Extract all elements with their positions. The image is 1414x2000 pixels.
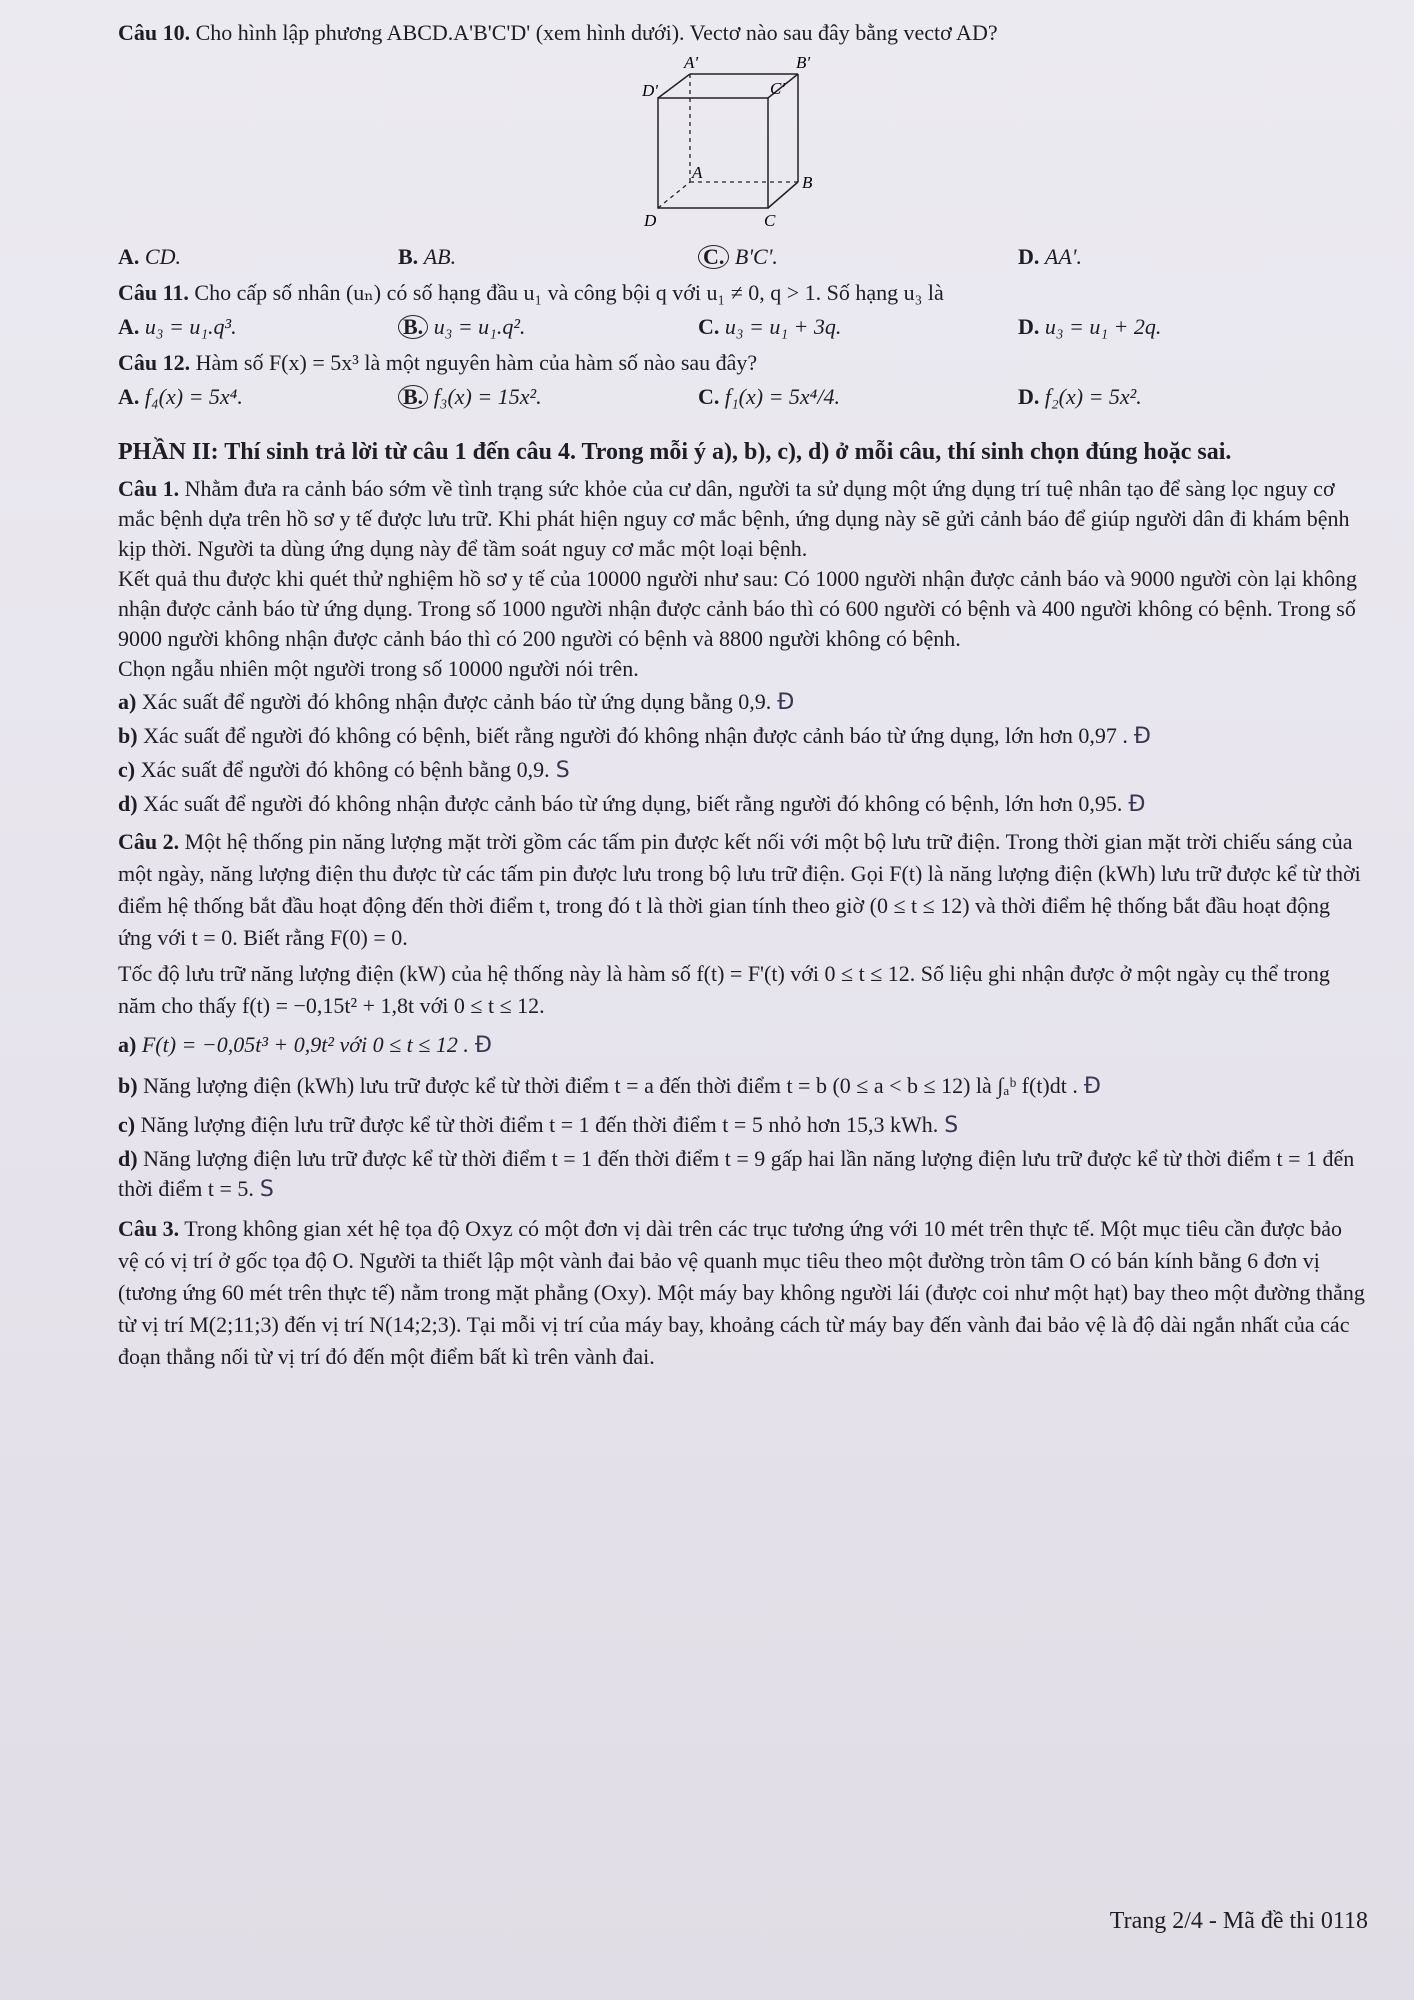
- question-11: [118, 278, 1368, 308]
- q11-choice-b-text: u₃ = u₁.q².: [433, 314, 526, 339]
- label-b: B: [802, 173, 813, 192]
- q11-choice-a: [118, 314, 237, 340]
- question-11-title: Câu 11.: [118, 280, 189, 305]
- q12-choice-d-letter: D.: [1018, 384, 1040, 409]
- q10-choice-a-letter: A.: [118, 244, 140, 269]
- label-b-prime: B': [796, 54, 811, 72]
- edge-d1-a1: [658, 74, 690, 98]
- q12-choice-d-text: f₂(x) = 5x².: [1044, 384, 1142, 409]
- q12-choice-a-letter: A.: [118, 384, 140, 409]
- q2-item-d-label: d): [118, 1146, 138, 1171]
- q2-item-c-label: c): [118, 1112, 136, 1137]
- q10-choice-a-text: CD.: [144, 244, 181, 269]
- question-12-text: Hàm số F(x) = 5x³ là một nguyên hàm của hàm số nào sau đây?: [195, 350, 758, 375]
- q10-choice-c-text: B'C'.: [734, 244, 778, 269]
- q10-choice-b: [398, 244, 456, 270]
- page-content: [118, 18, 1368, 1373]
- question-10: [118, 18, 1368, 48]
- q1-item-b-mark: Đ: [1133, 724, 1151, 749]
- q2-item-a-text: F(t) = −0,05t³ + 0,9t² với 0 ≤ t ≤ 12 .: [141, 1032, 469, 1057]
- q2-item-d-mark: S: [259, 1177, 274, 1202]
- edge-c-b: [768, 182, 798, 208]
- part2-question-2-intro: [118, 826, 1368, 954]
- q1-item-c-text: Xác suất để người đó không có bệnh bằng 0,9.: [140, 757, 550, 782]
- q12-choice-a: [118, 384, 243, 410]
- page-footer: Trang 2/4 - Mã đề thi 0118: [1109, 1908, 1368, 1934]
- q11-choice-b: [398, 314, 525, 340]
- label-a: A: [692, 163, 703, 182]
- q2-item-c: [118, 1110, 1368, 1141]
- q11-choice-a-text: u₃ = u₁.q³.: [144, 314, 237, 339]
- q10-choice-d: [1018, 244, 1082, 270]
- part2-question-2-title: Câu 2.: [118, 829, 180, 854]
- q1-item-a-label: a): [118, 689, 137, 714]
- q2-item-b-text: Năng lượng điện (kWh) lưu trữ được kể từ thời điểm t = a đến thời điểm t = b (0 ≤ a < b ≤ 12) là ∫ₐᵇ f(t)dt .: [143, 1073, 1078, 1098]
- q1-item-d: [118, 789, 1368, 820]
- q10-choice-d-text: AA'.: [1044, 244, 1082, 269]
- q10-choice-c-letter: C.: [698, 245, 729, 269]
- q11-choice-c: [698, 314, 841, 340]
- q10-choice-b-letter: B.: [398, 244, 419, 269]
- part-2-heading: PHẦN II: Thí sinh trả lời từ câu 1 đến câu 4. Trong mỗi ý a), b), c), d) ở mỗi câu, thí sinh chọn đúng hoặc sai.: [118, 439, 1232, 465]
- q1-item-b: [118, 721, 1368, 752]
- question-11-choices: [118, 314, 1368, 348]
- q11-choice-c-letter: C.: [698, 314, 720, 339]
- label-d-prime: D': [642, 81, 658, 100]
- question-12-title: Câu 12.: [118, 350, 191, 375]
- q2-item-a: [118, 1030, 1368, 1061]
- q11-choice-a-letter: A.: [118, 314, 140, 339]
- q1-item-a-mark: Đ: [777, 690, 795, 715]
- q2-item-c-text: Năng lượng điện lưu trữ được kể từ thời điểm t = 1 đến thời điểm t = 5 nhỏ hơn 15,3 kWh.: [140, 1112, 939, 1137]
- part2-question-1-intro: [118, 474, 1368, 564]
- part2-question-2-text: Một hệ thống pin năng lượng mặt trời gồm các tấm pin được kết nối với một bộ lưu trữ điện. Trong thời gian mặt trời chiếu sáng của một ngày, năng lượng điện thu được từ các tấm pin được lưu trong bộ lưu trữ điện. Gọi F(t) là năng lượng điện (kWh) lưu trữ được kể từ thời điểm hệ thống bắt đầu hoạt động đến thời điểm t, trong đó t là thời gian tính theo giờ (0 ≤ t ≤ 12) và thời điểm hệ thống bắt đầu hoạt động ứng với t = 0. Biết rằng F(0) = 0.: [118, 829, 1361, 950]
- q2-item-d: [118, 1144, 1368, 1205]
- q12-choice-b-text: f₃(x) = 15x².: [433, 384, 542, 409]
- q1-item-c-label: c): [118, 757, 136, 782]
- part2-question-3-title: Câu 3.: [118, 1216, 180, 1241]
- q2-item-a-mark: Đ: [474, 1033, 492, 1058]
- q1-item-c-mark: S: [555, 758, 570, 783]
- q1-item-a: [118, 687, 1368, 718]
- q1-item-d-mark: Đ: [1128, 792, 1146, 817]
- label-a-prime: A': [684, 54, 699, 72]
- q12-choice-d: [1018, 384, 1142, 410]
- q1-item-b-text: Xác suất để người đó không có bệnh, biết rằng người đó không nhận được cảnh báo từ ứng dụng, lớn hơn 0,97 .: [143, 723, 1128, 748]
- part2-question-3: [118, 1213, 1368, 1373]
- q11-choice-d-letter: D.: [1018, 314, 1040, 339]
- question-10-title: Câu 10.: [118, 20, 191, 45]
- q1-item-c: [118, 755, 1368, 786]
- question-12: [118, 348, 1368, 378]
- part2-question-1-data: Kết quả thu được khi quét thử nghiệm hồ sơ y tế của 10000 người như sau: Có 1000 người nhận được cảnh báo và 9000 người còn lại không nhận được cảnh báo từ ứng dụng. Trong số 1000 người nhận được cảnh báo thì có 600 người có bệnh và 400 người không có bệnh. Trong số 9000 người không nhận được cảnh báo thì có 200 người có bệnh và 8800 người không có bệnh.: [118, 566, 1358, 651]
- question-10-choices: [118, 244, 1368, 278]
- q10-choice-d-letter: D.: [1018, 244, 1040, 269]
- q12-choice-c-letter: C.: [698, 384, 720, 409]
- q2-item-d-text: Năng lượng điện lưu trữ được kể từ thời điểm t = 1 đến thời điểm t = 9 gấp hai lần năng lượng điện lưu trữ được kể từ thời điểm t = 1 đến thời điểm t = 5.: [118, 1146, 1355, 1201]
- q12-choice-b-letter: B.: [398, 385, 428, 409]
- q10-choice-b-text: AB.: [423, 244, 457, 269]
- q12-choice-c: [698, 384, 840, 410]
- q11-choice-c-text: u₃ = u₁ + 3q.: [724, 314, 842, 339]
- q10-choice-c: [698, 244, 778, 270]
- q1-item-a-text: Xác suất để người đó không nhận được cảnh báo từ ứng dụng bằng 0,9.: [141, 689, 772, 714]
- cube-figure: [638, 54, 838, 244]
- q12-choice-c-text: f₁(x) = 5x⁴/4.: [724, 384, 840, 409]
- q1-item-d-label: d): [118, 791, 138, 816]
- question-10-text: Cho hình lập phương ABCD.A'B'C'D' (xem hình dưới). Vectơ nào sau đây bằng vectơ AD?: [195, 20, 998, 45]
- q1-item-b-label: b): [118, 723, 138, 748]
- front-face: [658, 98, 768, 208]
- q12-choice-a-text: f₄(x) = 5x⁴.: [144, 384, 243, 409]
- q12-choice-b: [398, 384, 542, 410]
- q2-item-c-mark: S: [944, 1113, 959, 1138]
- part2-question-1-prompt: Chọn ngẫu nhiên một người trong số 10000 người nói trên.: [118, 656, 639, 681]
- question-11-text: Cho cấp số nhân (uₙ) có số hạng đầu u₁ và công bội q với u₁ ≠ 0, q > 1. Số hạng u₃ là: [194, 280, 944, 305]
- question-12-choices: [118, 384, 1368, 424]
- label-d: D: [644, 211, 657, 230]
- q10-choice-a: [118, 244, 181, 270]
- q11-choice-b-letter: B.: [398, 315, 428, 339]
- part2-question-3-text: Trong không gian xét hệ tọa độ Oxyz có một đơn vị dài trên các trục tương ứng với 10 mét trên thực tế. Một mục tiêu cần được bảo vệ có vị trí ở gốc tọa độ O. Người ta thiết lập một vành đai bảo vệ quanh mục tiêu theo một đường tròn tâm O có bán kính bằng 6 đơn vị (tương ứng 60 mét trên thực tế) nằm trong mặt phẳng (Oxy). Một máy bay không người lái (được coi như một hạt) bay theo một đường thẳng từ vị trí M(2;11;3) đến vị trí N(14;2;3). Tại mỗi vị trí của máy bay, khoảng cách từ máy bay đến vành đai bảo vệ là độ dài ngắn nhất của các đoạn thẳng nối từ vị trí đó đến một điểm bất kì trên vành đai.: [118, 1216, 1365, 1369]
- q1-item-d-text: Xác suất để người đó không nhận được cảnh báo từ ứng dụng, biết rằng người đó không có bệnh, lớn hơn 0,95.: [143, 791, 1123, 816]
- q2-item-b-label: b): [118, 1073, 138, 1098]
- part2-question-2-rate: Tốc độ lưu trữ năng lượng điện (kW) của hệ thống này là hàm số f(t) = F'(t) với 0 ≤ t ≤ 12. Số liệu ghi nhận được ở một ngày cụ thể trong năm cho thấy f(t) = −0,15t² + 1,8t với 0 ≤ t ≤ 12.: [118, 961, 1330, 1018]
- label-c: C: [764, 211, 776, 230]
- part2-question-1-title: Câu 1.: [118, 476, 180, 501]
- q2-item-b-mark: Đ: [1083, 1074, 1101, 1099]
- part2-question-1-text: Nhằm đưa ra cảnh báo sớm về tình trạng sức khỏe của cư dân, người ta sử dụng một ứng dụng trí tuệ nhân tạo để sàng lọc nguy cơ mắc bệnh dựa trên hồ sơ y tế được lưu trữ. Khi phát hiện nguy cơ mắc bệnh, ứng dụng này sẽ gửi cảnh báo để giúp người dân đi khám bệnh kịp thời. Người ta dùng ứng dụng này để tầm soát nguy cơ mắc một loại bệnh.: [118, 476, 1350, 561]
- label-c-prime: C': [770, 79, 785, 98]
- q2-item-a-label: a): [118, 1032, 137, 1057]
- edge-d-a: [658, 182, 690, 208]
- q11-choice-d: [1018, 314, 1161, 340]
- q2-item-b: [118, 1071, 1368, 1102]
- q11-choice-d-text: u₃ = u₁ + 2q.: [1044, 314, 1162, 339]
